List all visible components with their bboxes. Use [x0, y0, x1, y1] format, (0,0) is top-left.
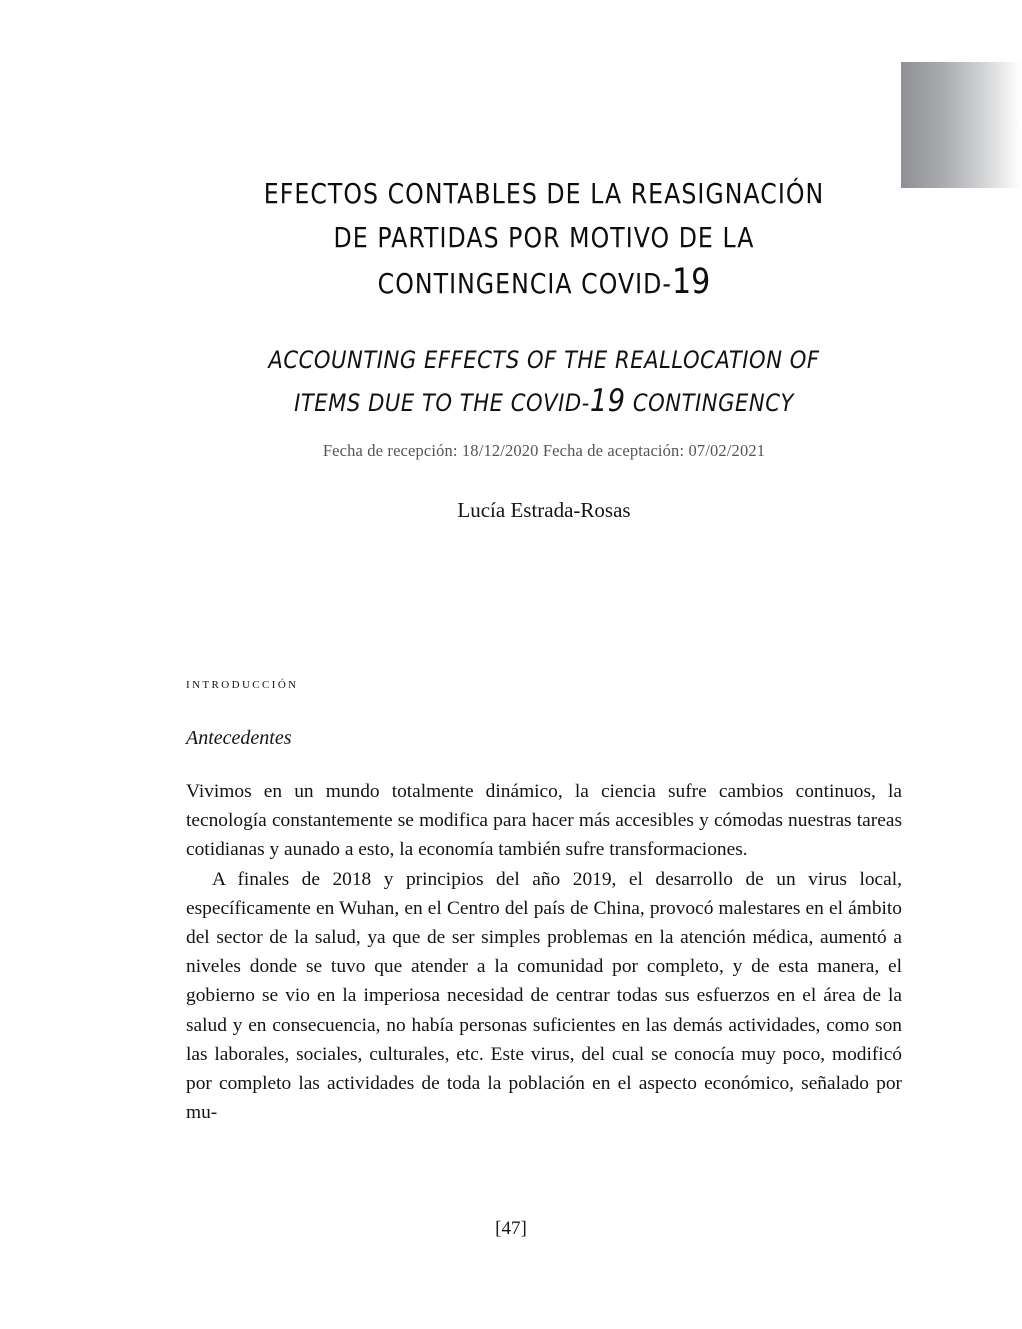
article-title	[186, 172, 902, 306]
subtitle-covid-number: 19	[589, 383, 626, 419]
publication-dates: Fecha de recepción: 18/12/2020 Fecha de aceptación: 07/02/2021	[322, 441, 766, 460]
title-line-3	[236, 260, 852, 306]
subtitle-line-2	[229, 381, 859, 424]
section-heading-introduccion: introducción	[186, 675, 299, 692]
page-number: [47]	[495, 1218, 527, 1239]
subtitle-line-1: ACCOUNTING EFFECTS OF THE REALLOCATION OF	[268, 346, 820, 374]
paragraph-1: Vivimos en un mundo totalmente dinámico, la ciencia sufre cambios continuos, la tecnología constantemente se modifica para hacer más accesibles y cómodas nuestras tareas cotidianas y aunado a esto, la economía también sufre transformaciones.	[186, 781, 902, 861]
body-text	[186, 777, 902, 1127]
subtitle-line-2-suffix: CONTINGENCY	[625, 389, 794, 417]
title-line-1: EFECTOS CONTABLES DE LA REASIGNACIÓN	[263, 178, 825, 210]
paragraph-2: A finales de 2018 y principios del año 2019, el desarrollo de un virus local, específicamente en Wuhan, en el Centro del país de China, provocó malestares en el ámbito del sector de la salud, ya que de ser simples problemas en la atención médica, aumentó a niveles donde se tuvo que atender a la comunidad por completo, y de esta manera, el gobierno se vio en la imperiosa necesidad de centrar todas sus esfuerzos en el área de la salud y en consecuencia, no había personas suficientes en las demás actividades, como son las laborales, sociales, culturales, etc. Este virus, del cual se conocía muy poco, modificó por completo las actividades de toda la población en el aspecto económico, señalado por mu-	[186, 868, 902, 1124]
subsection-heading-antecedentes: Antecedentes	[186, 727, 292, 749]
subtitle-line-2-prefix: ITEMS DUE TO THE COVID-	[294, 389, 590, 417]
text-column	[186, 0, 902, 1127]
corner-gradient-decoration	[901, 62, 1022, 188]
article-subtitle-english	[186, 340, 902, 424]
author-name: Lucía Estrada-Rosas	[457, 498, 631, 522]
title-line-2: DE PARTIDAS POR MOTIVO DE LA	[333, 222, 755, 254]
title-covid-number: 19	[671, 262, 711, 302]
title-line-3-text: CONTINGENCIA COVID-	[377, 268, 672, 300]
